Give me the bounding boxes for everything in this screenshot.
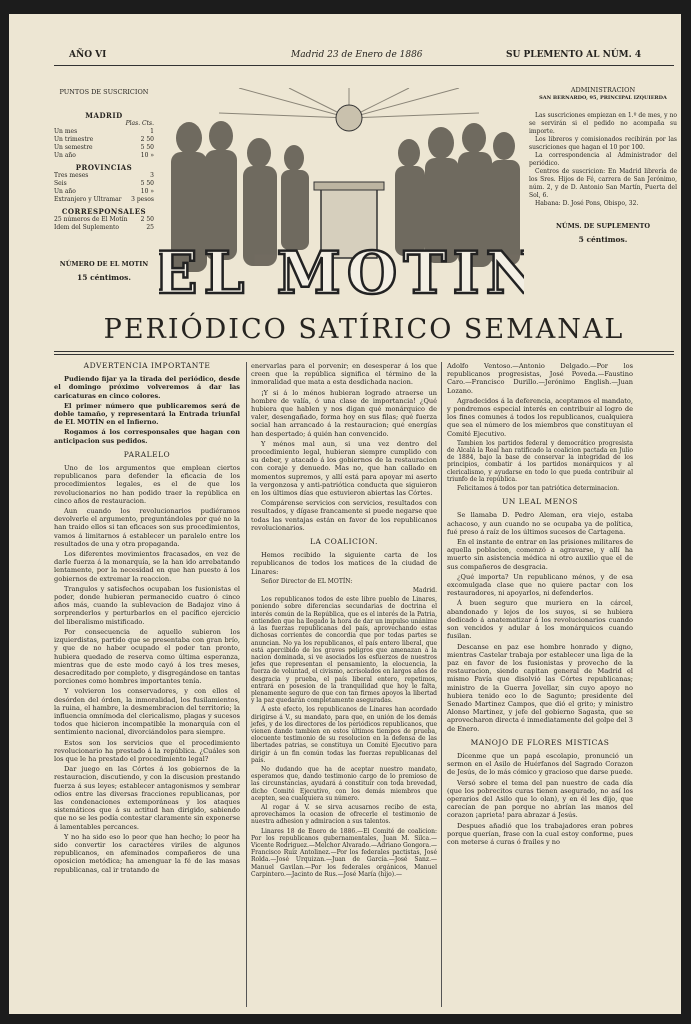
letter-signatures: Linares 18 de Enero de 1886.—El Comité de coalicion: Por los republicanos gubernamentales, Juan M. Silca.—Vicente Rodriguez.—Melchor Alvarado.—Adriano Gongora.—Francisco Ruiz Antolinez.—Por los federales pactistas, José Rolda.—José Urquizan.—Juan de García.—José Sanz.—Manuel Gavilan.—Por los federales orgánicos, Manuel Carpintero.—Jacinto de Rus.—José María (hijo).— (251, 827, 438, 878)
price-row: Un año 10 » (54, 188, 154, 195)
price-row: Un trimestre 2 50 (54, 136, 154, 143)
price-row: Tres meses 3 (54, 172, 154, 179)
article-paragraph: Y ménos mal aun, si una vez dentro del procedimiento legal, hubieran siempre cumplido con su deber, y atacado á los gobiernos de la restauracion con coraje y denuedo. Mas no, que han callado en momentos supremos, y allí está para apoyar mi aserto la vergonzosa y anti-patriótica conducta que siguieron en los últimos días que estuvieron abiertas las Córtes. (251, 439, 437, 498)
admin-paragraph: Habana: D. José Pons, Obispo, 32. (535, 200, 639, 207)
title-rule (54, 351, 674, 352)
article-paragraph: Dar juego en las Córtes á los gobiernos de la restauracion, discutiendo, y con la discusion prestando fuerza á sus leyes; establecer antagonismos y sembrar odios entre las diversas fracciones republicanas, por las condenaciones extemporáneas y los ataques sistemáticos que á su actitud han dirigido, sabiendo que no se les podía contestar claramente sin exponerse á lamentables percances. (54, 765, 240, 831)
notice-title: ADVERTENCIA IMPORTANTE (83, 361, 211, 370)
madrid-note: Plas. Cts. (125, 120, 154, 127)
column-divider (441, 362, 442, 1007)
admin-paragraph: Los libreros y comisionados recibirán por las suscriciones que hagan el 10 por 100. (529, 136, 677, 151)
price-row: Seis 5 50 (54, 180, 154, 187)
column-3 (447, 362, 633, 848)
article-paragraph: En el instante de entrar en las prisiones militares de aquella poblacion, comenzó a agravarse, y allí ha muerto sin asistencia médica ni otro auxilio que el de sus compañeros de desgracia. (447, 538, 633, 571)
admin-paragraph: Las suscriciones empiezan en 1.º de mes, y no se servirán si el pedido no acompaña su importe. (529, 112, 677, 135)
administration-address: SAN BERNARDO, 95, PRINCIPAL IZQUIERDA (539, 95, 667, 101)
article-paragraph: Aun cuando los revolucionarios pudiéramos devolverle el argumento, preguntándoles por qué no la han traido ellos si tan eficaces son sus procedimientos, vamos á limitarnos á establecer un paralelo entre los resultados de una y otra propaganda. (54, 507, 240, 548)
price-row: Un año 10 » (54, 152, 154, 159)
madrid-label: MADRID (85, 111, 123, 120)
article-paragraph: Felicitamos á todos por tan patriótica determinacion. (457, 485, 620, 493)
article-paragraph: Dícenme que un papá escolapio, pronunció un sermon en el Asilo de Huérfanos del Sagrado Corazon de Jesús, de lo más cómico y gracioso que darse puede. (447, 751, 633, 777)
letter-paragraph: Á este efecto, los republicanos de Linares han acordado dirigirse á V., su mandato, para que, en unión de los demás jefes, y de los directores de los periódicos republicanos, que vienen dando tambien en estos últimos tiempos de prueba, elocuente testimonio de su resolucion en la defensa de las libertades patrias, se constituya un Comité Ejecutivo para dirigir á un fin común todas las fuerzas republicanas del país. (251, 706, 437, 764)
article-paragraph: Versó sobre el tema del pan nuestro de cada día (que los pobrecitos curas tienen asegurado, no así los operarios del Asilo que lo olan), y en él les dijo, que carecían de pan porque no abrían las manos del corazon ¡aprieta! para abrazar á Jesús. (447, 778, 633, 820)
letter-paragraph: Los republicanos todos de este libre pueblo de Linares, poniendo sobre diferencias secundarias de doctrina el interés común de la República, que es el interés de la Patria, entienden que ha llegado la hora de dar un impulso unánime á las fuerzas republicanas del país, aprovechando estas dichosas corrientes de concordia que por todas partes se anuncian. No ya los republicanos, el país entero liberal, que está apercibido de los graves peligros que amenazan á la nacion dominada, si ve asociados los esfuerzos de nuestros jefes que representan el pensamiento, la elocuencia, la fuerza de voluntad, el civismo, acrisolados en largos años de desgracia y prueba, el país liberal entero, repetimos, entrará en posesion de la tranquilidad que hoy le falta, plenamente seguro de que con tan firmes apoyos la libertad y la paz quedarán completamente aseguradas. (251, 596, 437, 705)
article-paragraph: Agradecidos á la deferencia, aceptamos el mandato, y pondremos especial interés en contribuir al logro de los fines comunes á todos los republicanos, cualquiera que sea el número de los miembros que constituyan el Comité Ejecutivo. (447, 396, 633, 438)
admin-paragraph: La correspondencia al Administrador del periódico. (529, 152, 677, 167)
administration-box (529, 86, 677, 244)
provinces-label: PROVINCIAS (75, 163, 133, 172)
article-paragraph: Á buen seguro que muriera en la cárcel, abandonado y lejos de los suyos, si se hubiera dedicado á anatematizar á los revolucionarios cuando son vencidos y adular á los monárquicos cuando fusilan. (447, 599, 633, 641)
notice-paragraph: El primer número que publicaremos será de doble tamaño, y representará la Entrada triunfal de EL MOTÍN en el Infierno. (54, 401, 240, 427)
article-paragraph: Uno de los argumentos que emplean ciertos republicanos para defender la eficacia de los procedimientos legales, es el de que los revolucionarios no han podido traer la república en cinco años de restauracion. (54, 464, 240, 505)
year-label: AÑO VI (69, 50, 107, 60)
subscription-heading: PUNTOS DE SUSCRICION (59, 88, 149, 96)
flowers-title: MANOJO DE FLORES MISTICAS (470, 737, 610, 747)
article-paragraph: Despues añadió que los trabajadores eran pobres porque querían, frase con la cual estoy conforme, pues con meterse á curas ó frailes y no (447, 821, 633, 846)
crowd-illustration (159, 88, 524, 313)
column-divider (246, 362, 247, 1007)
header-rule (54, 65, 674, 66)
title-rule (54, 354, 674, 355)
article-paragraph: Tambien los partidos federal y democrático progresista de Alcalá la Real han ratificado la coalicion pactada en Julio de 1884, bajo la base de conservar la integridad de los principios, combatir á los partidos monárquicos y al clericalismo, y ayudarse en todo lo que pueda contribuir al triunfo de la república. (447, 439, 633, 483)
article-paragraph: Y volvieron los conservadores, y con ellos el desórden del órden, la inmoralidad, los fusilamientos, la ruina, el hambre, la desmembracion del territorio; la influencia omnímoda del clericalismo, plagas y sucesos todos que hicieron incompatible la monarquía con el sentimiento nacional, divorciándolos para siempre. (54, 687, 240, 737)
date-line: Madrid 23 de Enero de 1886 (291, 50, 423, 60)
notice-paragraph: Rogamos á los corresponsales que hagan con anticipacion sus pedidos. (54, 428, 240, 445)
column-2 (251, 362, 437, 880)
article-paragraph: Se llamaba D. Pedro Aleman, era viejo, estaba achacoso, y aun cuando no se ocupaba ya de política, fué preso á raíz de los últimos sucesos de Cartagena. (447, 511, 633, 536)
price-row: Extranjero y Ultramar 3 pesos (54, 196, 154, 203)
correspondents-label: CORRESPONSALES (61, 207, 147, 216)
notice-paragraph: Pudiendo fijar ya la tirada del periódico, desde el domingo próximo volveremos á dar las caricaturas en cinco colores. (54, 375, 240, 400)
article-paragraph: enervarlas para el porvenir; en desesperar á los que creen que la república significa el término de la inmoralidad que mata a esta desdichada nacion. (251, 362, 437, 387)
issue-price: 15 céntimos. (77, 273, 131, 282)
article-paragraph: ¿Qué importa? Un republicano ménos, y de esa excomulgada clase que no quiere pactar con los restauradores, ni apoyarlos, ni defenderlos. (447, 572, 633, 598)
article-paragraph: Estos son los servicios que el procedimiento revolucionario ha prestado á la república. ¿Cuáles son los que le ha prestado el procedimiento legal? (54, 738, 240, 763)
letter-salutation: Señor Director de EL MOTÍN: (261, 577, 353, 585)
article-paragraph: Por consecuencia de aquello subieron los izquierdistas, partido que se presentaba con gran brío, y que de no haber ocupado el poder tan pronto, hubiera quedado de reserva como última esperanza, mientras que de este modo cayó á los tres meses, desacreditado por completo, y disgregándose en tantas porciones como hombres importantes tenía. (54, 627, 240, 686)
masthead-name: EL MOTIN (159, 239, 524, 307)
coalition-title: LA COALICION. (310, 537, 378, 547)
newspaper-page (9, 14, 681, 1014)
story-title: UN LEAL MENOS (501, 497, 578, 507)
letter-paragraph: Al rogar á V. se sirva acusarnos recibo de esta, aprovechamos la ocasion de ofrecerle el testimonio de nuestra adhesion y admiracion a sus talentos. (251, 803, 437, 826)
supplement-label: SU PLEMENTO AL NÚM. 4 (506, 50, 642, 60)
article-paragraph: Los diferentes movimientos fracasados, en vez de darle fuerza á la monarquía, se la han ido arrebatando lentamente, por la necesidad en que han puesto á los gobiernos de extremar la reaccion. (54, 550, 240, 583)
article-paragraph: Hemos recibido la siguiente carta de los republicanos de todos los matices de la ciudad de Linares: (251, 551, 437, 576)
article-paragraph: Y no ha sido eso lo peor que han hecho; lo peor ha sido convertir los caractéres viriles de algunos republicanos, en afeminados compañeros de una oposicion metódica; ha amenguar la fé de las masas republicanas, cal ir tratando de (54, 832, 240, 874)
parallel-title: PARALELO (123, 449, 171, 459)
admin-paragraph: Centros de suscricion: En Madrid librería de los Sres. Hijos de Fé, carrera de San Jerónimo, núm. 2, y de D. Antonio San Martín, Puerta del Sol, 6. (529, 168, 677, 199)
administration-heading: ADMINISTRACION (570, 86, 636, 94)
column-1 (54, 362, 240, 876)
article-paragraph: Adolfo Ventoso.—Antonio Delgado.—Por los republicanos progresistas, José Poveda.—Faustino Caro.—Francisco Durillo.—Jerónimo English.—Juan Lozano. (447, 362, 633, 395)
letter-paragraph: No dudando que ha de aceptar nuestro mandato, esperamos que, dando testimonio cargo de lo premioso de las circunstancias, ayudará á constituir con toda brevedad, dicho Comité Ejecutivo, con los demás miembros que acepten, sea cualquiera su número. (251, 765, 437, 802)
article-paragraph: Compárense servicios con servicios, resultados con resultados, y dígase francamente si puede negarse que todas las ventajas están en favor de los republicanos revolucionarios. (251, 499, 437, 532)
price-row: Idem del Suplemento 25 (54, 224, 154, 231)
article-paragraph: ¡Y si á lo ménos hubieran logrado atraerse un hombre de valía, ó una clase de importancia! ¿Qué hubiera que hablen y nos digan qué monárquico de valer, desengañado, forma hoy en sus filas; qué fuerza social han arrancado á la restauracion; qué energías han despertado; á quién han convencido. (251, 388, 437, 438)
price-row: 25 números de El Motín 2 50 (54, 216, 154, 223)
paper-title: PERIÓDICO SATÍRICO SEMANAL (103, 314, 625, 345)
supplement-number-label: NÚMS. DE SUPLEMENTO (555, 222, 650, 230)
masthead-illustration (159, 88, 524, 313)
subscription-box (54, 88, 154, 282)
price-row: Un semestre 5 50 (54, 144, 154, 151)
issue-number-label: NÚMERO DE EL MOTIN (59, 260, 149, 268)
article-paragraph: Descanse en paz ese hombre honrado y digno, mientras Castelar trabaja por establecer una liga de la paz en favor de los fusionistas y provecho de la restauracion, siendo capitan general de Madrid el mismo Pavía que disolvió las Córtes republicanas; ministro de la Guerra Jovellar, sin cuyo apoyo no hubiera tenido eco lo de Sagunto; presidente del Senado Martinez Campos, que dió el grito; y ministro Alonso Martinez, y jefe del gobierno Sagasta, que se aprovecharon directa é inmediatamente del golpe del 3 de Enero. (447, 642, 633, 733)
article-paragraph: Trangulos y satisfechos ocupaban los fusionistas el poder, donde hubieran permanecido cuatro ó cinco años más, cuando la sublevacion de Badajoz vino á sorprenderlos y perturbarlos en el pacífico ejercicio del liberalismo mistificado. (54, 584, 240, 626)
letter-place: Madrid. (412, 587, 437, 595)
price-row: Un mes 1 (54, 128, 154, 135)
supplement-price: 5 céntimos. (578, 235, 628, 244)
